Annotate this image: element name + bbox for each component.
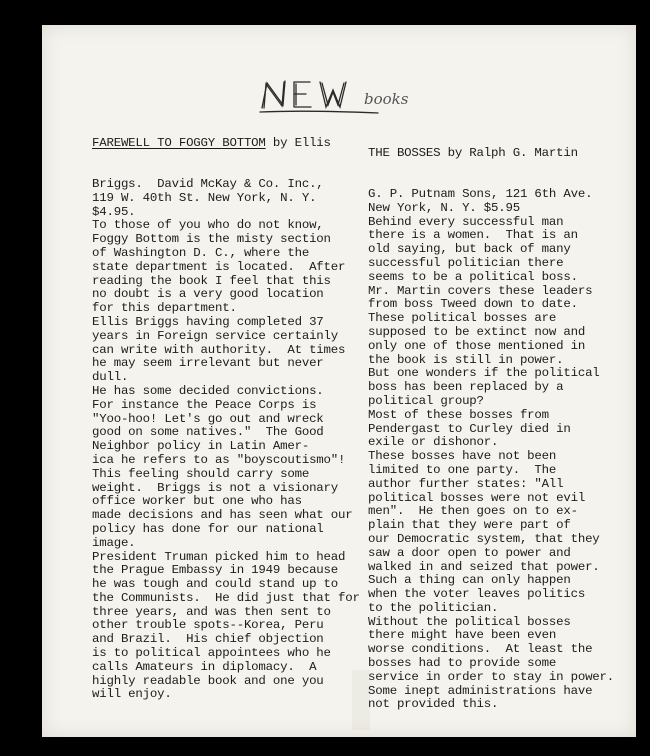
- review-the-bosses: [368, 119, 614, 740]
- text-line: years in Foreign service certainly: [92, 328, 339, 343]
- text-line: policy has done for our national: [92, 521, 324, 536]
- text-line: worse conditions. At least the: [368, 642, 593, 657]
- text-line: These political bosses are: [368, 311, 557, 326]
- text-line: other trouble spots--Korea, Peru: [92, 618, 324, 633]
- text-line: walked in and seized that power.: [368, 559, 600, 574]
- text-line: office worker but one who has: [92, 494, 302, 509]
- text-line: can write with authority. At times: [92, 342, 346, 357]
- text-line: Neighbor policy in Latin Amer-: [92, 439, 310, 454]
- text-line: President Truman picked him to head: [92, 549, 346, 564]
- text-line: supposed to be extinct now and: [368, 324, 586, 339]
- text-line: the book is still in power.: [368, 352, 564, 367]
- text-line: calls Amateurs in diplomacy. A: [92, 659, 317, 674]
- text-line: when the voter leaves politics: [368, 587, 586, 602]
- text-line: These bosses have not been: [368, 449, 557, 464]
- book-title: FAREWELL TO FOGGY BOTTOM: [92, 135, 266, 150]
- text-line: the Communists. He did just that for: [92, 590, 360, 605]
- text-line: and Brazil. His chief objection: [92, 632, 324, 647]
- text-line: Pendergast to Curley died in: [368, 421, 571, 436]
- text-line: there might have been even: [368, 628, 557, 643]
- text-line: Most of these bosses from: [368, 407, 549, 422]
- handwritten-note: books: [364, 90, 409, 108]
- text-line: seems to be a political boss.: [368, 269, 578, 284]
- text-line: author further states: "All: [368, 476, 564, 491]
- text-line: highly readable book and one you: [92, 673, 324, 688]
- text-line: reading the book I feel that this: [92, 273, 331, 288]
- book-author: by Ellis: [265, 135, 331, 150]
- text-line: our Democratic system, that they: [368, 531, 600, 546]
- text-line: For instance the Peace Corps is: [92, 397, 317, 412]
- text-line: G. P. Putnam Sons, 121 6th Ave.: [368, 186, 593, 201]
- text-line: saw a door open to power and: [368, 545, 571, 560]
- text-line: of Washington D. C., where the: [92, 245, 310, 260]
- text-line: boss has been replaced by a: [368, 380, 564, 395]
- text-line: exile or dishonor.: [368, 435, 499, 450]
- review-body: [92, 178, 360, 702]
- review-title-line: [92, 137, 360, 151]
- text-line: he was tough and could stand up to: [92, 577, 339, 592]
- text-line: from boss Tweed down to date.: [368, 297, 578, 312]
- text-line: service in order to stay in power.: [368, 669, 615, 684]
- text-line: Briggs. David McKay & Co. Inc.,: [92, 176, 324, 191]
- text-line: "Yoo-hoo! Let's go out and wreck: [92, 411, 324, 426]
- text-line: Mr. Martin covers these leaders: [368, 283, 593, 298]
- text-line: limited to one party. The: [368, 462, 557, 477]
- book-author: by Ralph G. Martin: [440, 145, 578, 160]
- text-line: weight. Briggs is not a visionary: [92, 480, 339, 495]
- text-line: dull.: [92, 370, 129, 385]
- text-line: New York, N. Y. $5.95: [368, 200, 520, 215]
- text-line: for this department.: [92, 301, 237, 316]
- text-line: only one of those mentioned in: [368, 338, 586, 353]
- text-line: successful politician there: [368, 255, 564, 270]
- text-line: ica he refers to as "boyscoutismo"!: [92, 452, 346, 467]
- text-line: made decisions and has seen what our: [92, 508, 353, 523]
- text-line: state department is located. After: [92, 259, 346, 274]
- text-line: Without the political bosses: [368, 614, 571, 629]
- text-line: the Prague Embassy in 1949 because: [92, 563, 339, 578]
- review-title-line: [368, 147, 614, 161]
- text-line: image.: [92, 535, 136, 550]
- text-line: Foggy Bottom is the misty section: [92, 232, 331, 247]
- text-line: political bosses were not evil: [368, 490, 586, 505]
- review-body: [368, 188, 614, 712]
- text-line: is to political appointees who he: [92, 646, 331, 661]
- text-line: To those of you who do not know,: [92, 218, 324, 233]
- text-line: not provided this.: [368, 697, 499, 712]
- text-line: there is a women. That is an: [368, 228, 578, 243]
- text-line: This feeling should carry some: [92, 466, 310, 481]
- text-line: three years, and was then sent to: [92, 604, 331, 619]
- text-line: $4.95.: [92, 204, 136, 219]
- text-line: will enjoy.: [92, 687, 172, 702]
- text-line: he may seem irrelevant but never: [92, 356, 324, 371]
- text-line: old saying, but back of many: [368, 242, 571, 257]
- text-line: good on some natives." The Good: [92, 425, 324, 440]
- text-line: Such a thing can only happen: [368, 573, 571, 588]
- text-line: men". He then goes on to ex-: [368, 504, 578, 519]
- text-line: political group?: [368, 393, 484, 408]
- book-title: THE BOSSES: [368, 145, 441, 160]
- text-line: no doubt is a very good location: [92, 287, 324, 302]
- text-line: He has some decided convictions.: [92, 383, 324, 398]
- text-line: But one wonders if the political: [368, 366, 600, 381]
- review-farewell-to-foggy-bottom: [92, 109, 360, 730]
- text-line: Some inept administrations have: [368, 683, 593, 698]
- text-line: Ellis Briggs having completed 37: [92, 314, 324, 329]
- text-line: to the politician.: [368, 600, 499, 615]
- text-line: 119 W. 40th St. New York, N. Y.: [92, 190, 317, 205]
- text-line: plain that they were part of: [368, 518, 571, 533]
- header-title: NEW: [258, 74, 261, 75]
- text-line: Behind every successful man: [368, 214, 564, 229]
- text-line: bosses had to provide some: [368, 656, 557, 671]
